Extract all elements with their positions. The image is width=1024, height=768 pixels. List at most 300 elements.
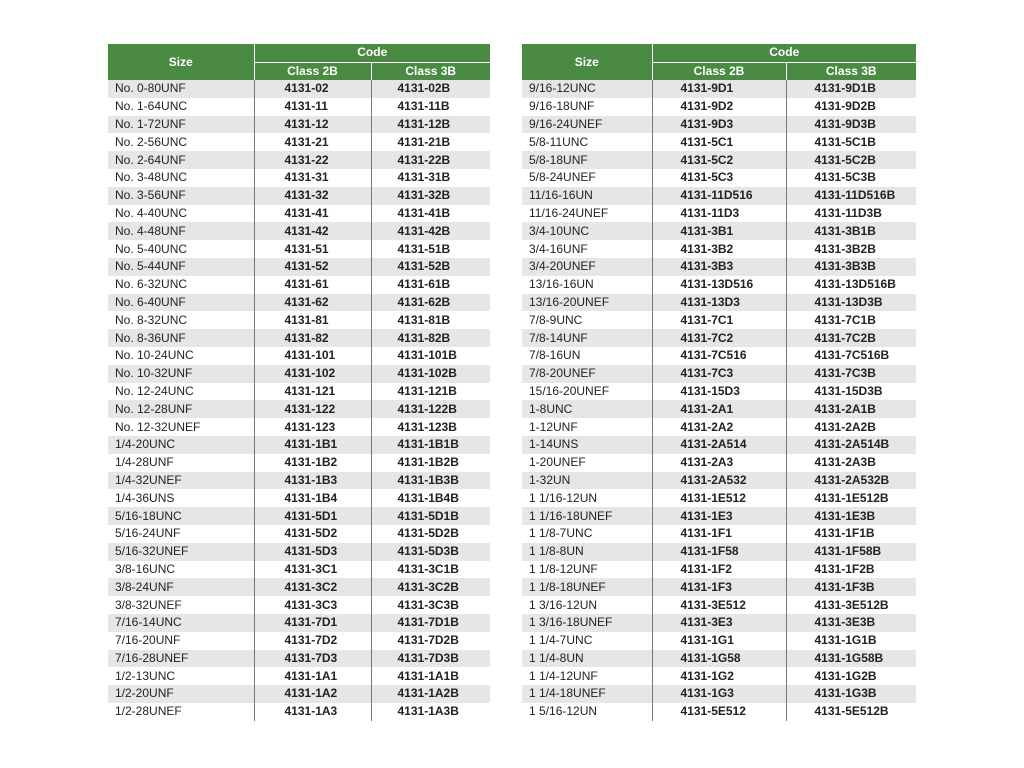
class-3b-code-cell: 4131-7C2B	[786, 329, 916, 347]
table-row	[108, 169, 490, 187]
table-row	[108, 133, 490, 151]
size-cell: 1 1/4-7UNC	[522, 632, 652, 650]
class-2b-code-cell: 4131-9D3	[652, 116, 786, 134]
class-3b-header: Class 3B	[371, 62, 490, 80]
size-cell: No. 3-56UNF	[108, 187, 254, 205]
class-2b-code-cell: 4131-3B1	[652, 222, 786, 240]
class-3b-code-cell: 4131-9D2B	[786, 98, 916, 116]
thread-code-table-right	[522, 44, 916, 721]
class-3b-code-cell: 4131-1G3B	[786, 685, 916, 703]
size-cell: 3/8-24UNF	[108, 578, 254, 596]
class-3b-code-cell: 4131-3C1B	[371, 561, 490, 579]
class-3b-code-cell: 4131-2A1B	[786, 400, 916, 418]
class-3b-code-cell: 4131-1F1B	[786, 525, 916, 543]
class-2b-code-cell: 4131-7C3	[652, 365, 786, 383]
table-row	[108, 685, 490, 703]
class-3b-code-cell: 4131-2A2B	[786, 418, 916, 436]
class-2b-code-cell: 4131-1A1	[254, 667, 371, 685]
class-3b-code-cell: 4131-15D3B	[786, 383, 916, 401]
size-cell: 1/2-20UNF	[108, 685, 254, 703]
class-2b-code-cell: 4131-1B1	[254, 436, 371, 454]
class-2b-code-cell: 4131-1G3	[652, 685, 786, 703]
class-2b-code-cell: 4131-41	[254, 205, 371, 223]
size-cell: No. 6-40UNF	[108, 294, 254, 312]
size-cell: No. 10-32UNF	[108, 365, 254, 383]
size-cell: 1 1/4-12UNF	[522, 667, 652, 685]
size-cell: No. 1-72UNF	[108, 116, 254, 134]
class-2b-code-cell: 4131-1F2	[652, 561, 786, 579]
class-2b-code-cell: 4131-1G1	[652, 632, 786, 650]
class-3b-code-cell: 4131-11D3B	[786, 205, 916, 223]
class-2b-header: Class 2B	[254, 62, 371, 80]
class-3b-code-cell: 4131-5C2B	[786, 151, 916, 169]
class-2b-code-cell: 4131-3B3	[652, 258, 786, 276]
table-row	[522, 187, 916, 205]
table-row	[522, 365, 916, 383]
class-2b-code-cell: 4131-3B2	[652, 240, 786, 258]
class-2b-code-cell: 4131-1B2	[254, 454, 371, 472]
size-cell: No. 1-64UNC	[108, 98, 254, 116]
table-row	[522, 561, 916, 579]
size-cell: 13/16-20UNEF	[522, 294, 652, 312]
table-row	[108, 489, 490, 507]
class-2b-code-cell: 4131-1E512	[652, 489, 786, 507]
size-cell: No. 2-64UNF	[108, 151, 254, 169]
code-header: Code	[652, 44, 916, 62]
size-cell: 1-20UNEF	[522, 454, 652, 472]
class-3b-code-cell: 4131-41B	[371, 205, 490, 223]
size-cell: No. 6-32UNC	[108, 276, 254, 294]
class-3b-code-cell: 4131-5D3B	[371, 543, 490, 561]
class-3b-code-cell: 4131-1A3B	[371, 703, 490, 721]
size-cell: 11/16-16UN	[522, 187, 652, 205]
class-3b-code-cell: 4131-1G58B	[786, 650, 916, 668]
table-row	[108, 365, 490, 383]
size-cell: 9/16-12UNC	[522, 80, 652, 98]
size-cell: 1 1/4-8UN	[522, 650, 652, 668]
table-row	[108, 400, 490, 418]
class-3b-code-cell: 4131-5D2B	[371, 525, 490, 543]
class-3b-code-cell: 4131-62B	[371, 294, 490, 312]
table-row	[522, 685, 916, 703]
class-3b-code-cell: 4131-81B	[371, 311, 490, 329]
class-2b-code-cell: 4131-15D3	[652, 383, 786, 401]
class-2b-code-cell: 4131-7D1	[254, 614, 371, 632]
table-body-left	[108, 80, 490, 721]
class-2b-code-cell: 4131-3C2	[254, 578, 371, 596]
class-3b-code-cell: 4131-13D3B	[786, 294, 916, 312]
table-row	[522, 667, 916, 685]
class-2b-code-cell: 4131-2A3	[652, 454, 786, 472]
class-3b-code-cell: 4131-21B	[371, 133, 490, 151]
table-row	[522, 703, 916, 721]
class-2b-code-cell: 4131-5C2	[652, 151, 786, 169]
class-3b-code-cell: 4131-61B	[371, 276, 490, 294]
size-cell: 1 1/16-18UNEF	[522, 507, 652, 525]
class-2b-code-cell: 4131-2A514	[652, 436, 786, 454]
table-row	[108, 632, 490, 650]
size-cell: 3/8-16UNC	[108, 561, 254, 579]
table-row	[522, 507, 916, 525]
size-cell: 5/8-11UNC	[522, 133, 652, 151]
table-row	[108, 222, 490, 240]
table-row	[522, 614, 916, 632]
class-2b-code-cell: 4131-3E512	[652, 596, 786, 614]
size-cell: No. 12-24UNC	[108, 383, 254, 401]
size-cell: 3/8-32UNEF	[108, 596, 254, 614]
class-2b-code-cell: 4131-61	[254, 276, 371, 294]
table-row	[522, 205, 916, 223]
class-3b-code-cell: 4131-3C3B	[371, 596, 490, 614]
size-cell: 1/4-20UNC	[108, 436, 254, 454]
table-row	[108, 276, 490, 294]
class-3b-code-cell: 4131-121B	[371, 383, 490, 401]
class-3b-code-cell: 4131-1A1B	[371, 667, 490, 685]
class-2b-code-cell: 4131-7C2	[652, 329, 786, 347]
class-3b-code-cell: 4131-22B	[371, 151, 490, 169]
class-3b-code-cell: 4131-123B	[371, 418, 490, 436]
table-row	[522, 116, 916, 134]
table-row	[108, 205, 490, 223]
class-2b-code-cell: 4131-7C1	[652, 311, 786, 329]
table-row	[108, 187, 490, 205]
size-cell: 1/2-28UNEF	[108, 703, 254, 721]
class-3b-code-cell: 4131-7D2B	[371, 632, 490, 650]
class-2b-code-cell: 4131-7D2	[254, 632, 371, 650]
table-row	[522, 436, 916, 454]
class-3b-code-cell: 4131-1B2B	[371, 454, 490, 472]
class-2b-code-cell: 4131-31	[254, 169, 371, 187]
class-2b-code-cell: 4131-122	[254, 400, 371, 418]
class-2b-code-cell: 4131-5D1	[254, 507, 371, 525]
table-row	[522, 240, 916, 258]
class-3b-code-cell: 4131-3B3B	[786, 258, 916, 276]
table-row	[522, 222, 916, 240]
size-cell: 1/4-32UNEF	[108, 472, 254, 490]
size-cell: 1 1/16-12UN	[522, 489, 652, 507]
class-2b-code-cell: 4131-3C1	[254, 561, 371, 579]
table-row	[522, 311, 916, 329]
class-2b-code-cell: 4131-32	[254, 187, 371, 205]
class-2b-header: Class 2B	[652, 62, 786, 80]
table-row	[108, 667, 490, 685]
class-3b-code-cell: 4131-1F2B	[786, 561, 916, 579]
table-row	[108, 116, 490, 134]
class-2b-code-cell: 4131-102	[254, 365, 371, 383]
class-3b-code-cell: 4131-122B	[371, 400, 490, 418]
size-cell: 7/8-9UNC	[522, 311, 652, 329]
size-cell: No. 4-40UNC	[108, 205, 254, 223]
size-cell: No. 10-24UNC	[108, 347, 254, 365]
class-2b-code-cell: 4131-1B3	[254, 472, 371, 490]
class-3b-code-cell: 4131-7C1B	[786, 311, 916, 329]
class-3b-code-cell: 4131-7D1B	[371, 614, 490, 632]
class-2b-code-cell: 4131-52	[254, 258, 371, 276]
size-cell: 1 1/8-8UN	[522, 543, 652, 561]
class-2b-code-cell: 4131-1F1	[652, 525, 786, 543]
table-row	[108, 311, 490, 329]
table-row	[108, 596, 490, 614]
class-3b-code-cell: 4131-12B	[371, 116, 490, 134]
table-row	[108, 525, 490, 543]
class-2b-code-cell: 4131-1G2	[652, 667, 786, 685]
size-cell: No. 4-48UNF	[108, 222, 254, 240]
class-2b-code-cell: 4131-12	[254, 116, 371, 134]
table-row	[108, 258, 490, 276]
class-2b-code-cell: 4131-123	[254, 418, 371, 436]
table-row	[522, 151, 916, 169]
size-cell: 5/16-24UNF	[108, 525, 254, 543]
size-cell: 3/4-10UNC	[522, 222, 652, 240]
table-row	[108, 329, 490, 347]
class-2b-code-cell: 4131-1F58	[652, 543, 786, 561]
table-row	[108, 472, 490, 490]
size-cell: 3/4-16UNF	[522, 240, 652, 258]
size-cell: 1/4-36UNS	[108, 489, 254, 507]
size-cell: 7/8-14UNF	[522, 329, 652, 347]
class-2b-code-cell: 4131-81	[254, 311, 371, 329]
class-2b-code-cell: 4131-1F3	[652, 578, 786, 596]
class-2b-code-cell: 4131-1A3	[254, 703, 371, 721]
class-3b-code-cell: 4131-1G2B	[786, 667, 916, 685]
table-row	[108, 650, 490, 668]
size-cell: 11/16-24UNEF	[522, 205, 652, 223]
table-row	[108, 436, 490, 454]
table-row	[108, 240, 490, 258]
class-2b-code-cell: 4131-5C1	[652, 133, 786, 151]
class-2b-code-cell: 4131-21	[254, 133, 371, 151]
size-cell: 5/8-24UNEF	[522, 169, 652, 187]
table-row	[108, 454, 490, 472]
table-row	[522, 294, 916, 312]
class-2b-code-cell: 4131-11	[254, 98, 371, 116]
class-2b-code-cell: 4131-9D1	[652, 80, 786, 98]
class-2b-code-cell: 4131-3E3	[652, 614, 786, 632]
size-cell: No. 5-40UNC	[108, 240, 254, 258]
code-header: Code	[254, 44, 490, 62]
class-3b-code-cell: 4131-51B	[371, 240, 490, 258]
table-row	[522, 578, 916, 596]
class-2b-code-cell: 4131-42	[254, 222, 371, 240]
class-2b-code-cell: 4131-2A532	[652, 472, 786, 490]
class-2b-code-cell: 4131-7C516	[652, 347, 786, 365]
size-cell: 13/16-16UN	[522, 276, 652, 294]
class-3b-code-cell: 4131-102B	[371, 365, 490, 383]
class-2b-code-cell: 4131-121	[254, 383, 371, 401]
class-3b-code-cell: 4131-1F3B	[786, 578, 916, 596]
size-cell: 7/8-20UNEF	[522, 365, 652, 383]
size-cell: 7/8-16UN	[522, 347, 652, 365]
size-cell: No. 0-80UNF	[108, 80, 254, 98]
table-row	[522, 347, 916, 365]
class-3b-code-cell: 4131-3B1B	[786, 222, 916, 240]
table-row	[522, 80, 916, 98]
table-row	[108, 383, 490, 401]
class-2b-code-cell: 4131-5D3	[254, 543, 371, 561]
size-cell: 1/4-28UNF	[108, 454, 254, 472]
class-2b-code-cell: 4131-1B4	[254, 489, 371, 507]
size-cell: 7/16-20UNF	[108, 632, 254, 650]
class-2b-code-cell: 4131-2A2	[652, 418, 786, 436]
table-row	[522, 489, 916, 507]
class-3b-code-cell: 4131-9D3B	[786, 116, 916, 134]
table-row	[522, 472, 916, 490]
class-2b-code-cell: 4131-11D516	[652, 187, 786, 205]
class-2b-code-cell: 4131-11D3	[652, 205, 786, 223]
size-cell: 1/2-13UNC	[108, 667, 254, 685]
class-2b-code-cell: 4131-62	[254, 294, 371, 312]
table-row	[108, 543, 490, 561]
class-3b-code-cell: 4131-3E3B	[786, 614, 916, 632]
table-row	[108, 347, 490, 365]
class-2b-code-cell: 4131-101	[254, 347, 371, 365]
size-cell: No. 12-32UNEF	[108, 418, 254, 436]
size-cell: 1 1/8-12UNF	[522, 561, 652, 579]
class-3b-code-cell: 4131-1B4B	[371, 489, 490, 507]
class-3b-code-cell: 4131-7D3B	[371, 650, 490, 668]
class-3b-code-cell: 4131-1F58B	[786, 543, 916, 561]
class-2b-code-cell: 4131-5D2	[254, 525, 371, 543]
class-3b-code-cell: 4131-1E512B	[786, 489, 916, 507]
class-3b-code-cell: 4131-32B	[371, 187, 490, 205]
class-3b-code-cell: 4131-5E512B	[786, 703, 916, 721]
size-cell: 9/16-18UNF	[522, 98, 652, 116]
class-3b-code-cell: 4131-11D516B	[786, 187, 916, 205]
table-row	[108, 578, 490, 596]
size-cell: 7/16-14UNC	[108, 614, 254, 632]
size-cell: 5/16-18UNC	[108, 507, 254, 525]
class-3b-code-cell: 4131-2A514B	[786, 436, 916, 454]
class-3b-code-cell: 4131-9D1B	[786, 80, 916, 98]
class-3b-code-cell: 4131-3C2B	[371, 578, 490, 596]
size-cell: 1-8UNC	[522, 400, 652, 418]
size-cell: No. 3-48UNC	[108, 169, 254, 187]
size-cell: 1 1/4-18UNEF	[522, 685, 652, 703]
table-row	[108, 418, 490, 436]
class-3b-header: Class 3B	[786, 62, 916, 80]
class-3b-code-cell: 4131-31B	[371, 169, 490, 187]
class-3b-code-cell: 4131-02B	[371, 80, 490, 98]
class-3b-code-cell: 4131-42B	[371, 222, 490, 240]
class-3b-code-cell: 4131-7C516B	[786, 347, 916, 365]
class-2b-code-cell: 4131-3C3	[254, 596, 371, 614]
size-cell: 5/16-32UNEF	[108, 543, 254, 561]
table-row	[108, 614, 490, 632]
class-3b-code-cell: 4131-1G1B	[786, 632, 916, 650]
class-3b-code-cell: 4131-5D1B	[371, 507, 490, 525]
size-cell: No. 12-28UNF	[108, 400, 254, 418]
table-row	[522, 454, 916, 472]
size-cell: No. 5-44UNF	[108, 258, 254, 276]
size-header: Size	[522, 44, 652, 80]
table-row	[522, 632, 916, 650]
class-2b-code-cell: 4131-13D516	[652, 276, 786, 294]
class-3b-code-cell: 4131-1B1B	[371, 436, 490, 454]
table-row	[522, 98, 916, 116]
table-row	[522, 276, 916, 294]
table-row	[522, 133, 916, 151]
size-cell: 7/16-28UNEF	[108, 650, 254, 668]
table-row	[108, 151, 490, 169]
class-2b-code-cell: 4131-51	[254, 240, 371, 258]
class-3b-code-cell: 4131-2A532B	[786, 472, 916, 490]
size-cell: 1 1/8-18UNEF	[522, 578, 652, 596]
class-3b-code-cell: 4131-5C1B	[786, 133, 916, 151]
table-row	[522, 525, 916, 543]
class-3b-code-cell: 4131-5C3B	[786, 169, 916, 187]
class-2b-code-cell: 4131-1G58	[652, 650, 786, 668]
table-row	[522, 258, 916, 276]
table-row	[522, 543, 916, 561]
class-3b-code-cell: 4131-13D516B	[786, 276, 916, 294]
class-2b-code-cell: 4131-13D3	[652, 294, 786, 312]
class-3b-code-cell: 4131-82B	[371, 329, 490, 347]
class-3b-code-cell: 4131-7C3B	[786, 365, 916, 383]
class-3b-code-cell: 4131-1E3B	[786, 507, 916, 525]
size-header: Size	[108, 44, 254, 80]
size-cell: No. 8-32UNC	[108, 311, 254, 329]
class-3b-code-cell: 4131-52B	[371, 258, 490, 276]
size-cell: 1 5/16-12UN	[522, 703, 652, 721]
class-2b-code-cell: 4131-1A2	[254, 685, 371, 703]
size-cell: 3/4-20UNEF	[522, 258, 652, 276]
table-row	[522, 400, 916, 418]
class-2b-code-cell: 4131-5E512	[652, 703, 786, 721]
size-cell: 1-32UN	[522, 472, 652, 490]
class-3b-code-cell: 4131-11B	[371, 98, 490, 116]
size-cell: 1 1/8-7UNC	[522, 525, 652, 543]
table-row	[522, 418, 916, 436]
class-3b-code-cell: 4131-101B	[371, 347, 490, 365]
size-cell: 9/16-24UNEF	[522, 116, 652, 134]
size-cell: No. 2-56UNC	[108, 133, 254, 151]
size-cell: 1-14UNS	[522, 436, 652, 454]
thread-code-table-left	[108, 44, 490, 721]
size-cell: 1-12UNF	[522, 418, 652, 436]
class-3b-code-cell: 4131-2A3B	[786, 454, 916, 472]
class-3b-code-cell: 4131-3B2B	[786, 240, 916, 258]
class-3b-code-cell: 4131-1A2B	[371, 685, 490, 703]
size-cell: No. 8-36UNF	[108, 329, 254, 347]
table-body-right	[522, 80, 916, 721]
table-row	[522, 329, 916, 347]
table-row	[108, 703, 490, 721]
table-row	[108, 507, 490, 525]
table-row	[108, 294, 490, 312]
size-cell: 1 3/16-12UN	[522, 596, 652, 614]
class-2b-code-cell: 4131-02	[254, 80, 371, 98]
size-cell: 15/16-20UNEF	[522, 383, 652, 401]
table-row	[522, 383, 916, 401]
table-row	[522, 596, 916, 614]
table-row	[522, 169, 916, 187]
class-2b-code-cell: 4131-5C3	[652, 169, 786, 187]
class-2b-code-cell: 4131-2A1	[652, 400, 786, 418]
table-row	[108, 98, 490, 116]
class-2b-code-cell: 4131-9D2	[652, 98, 786, 116]
size-cell: 1 3/16-18UNEF	[522, 614, 652, 632]
class-3b-code-cell: 4131-1B3B	[371, 472, 490, 490]
table-row	[108, 80, 490, 98]
size-cell: 5/8-18UNF	[522, 151, 652, 169]
table-row	[108, 561, 490, 579]
class-2b-code-cell: 4131-82	[254, 329, 371, 347]
class-2b-code-cell: 4131-7D3	[254, 650, 371, 668]
table-row	[522, 650, 916, 668]
class-3b-code-cell: 4131-3E512B	[786, 596, 916, 614]
class-2b-code-cell: 4131-22	[254, 151, 371, 169]
class-2b-code-cell: 4131-1E3	[652, 507, 786, 525]
